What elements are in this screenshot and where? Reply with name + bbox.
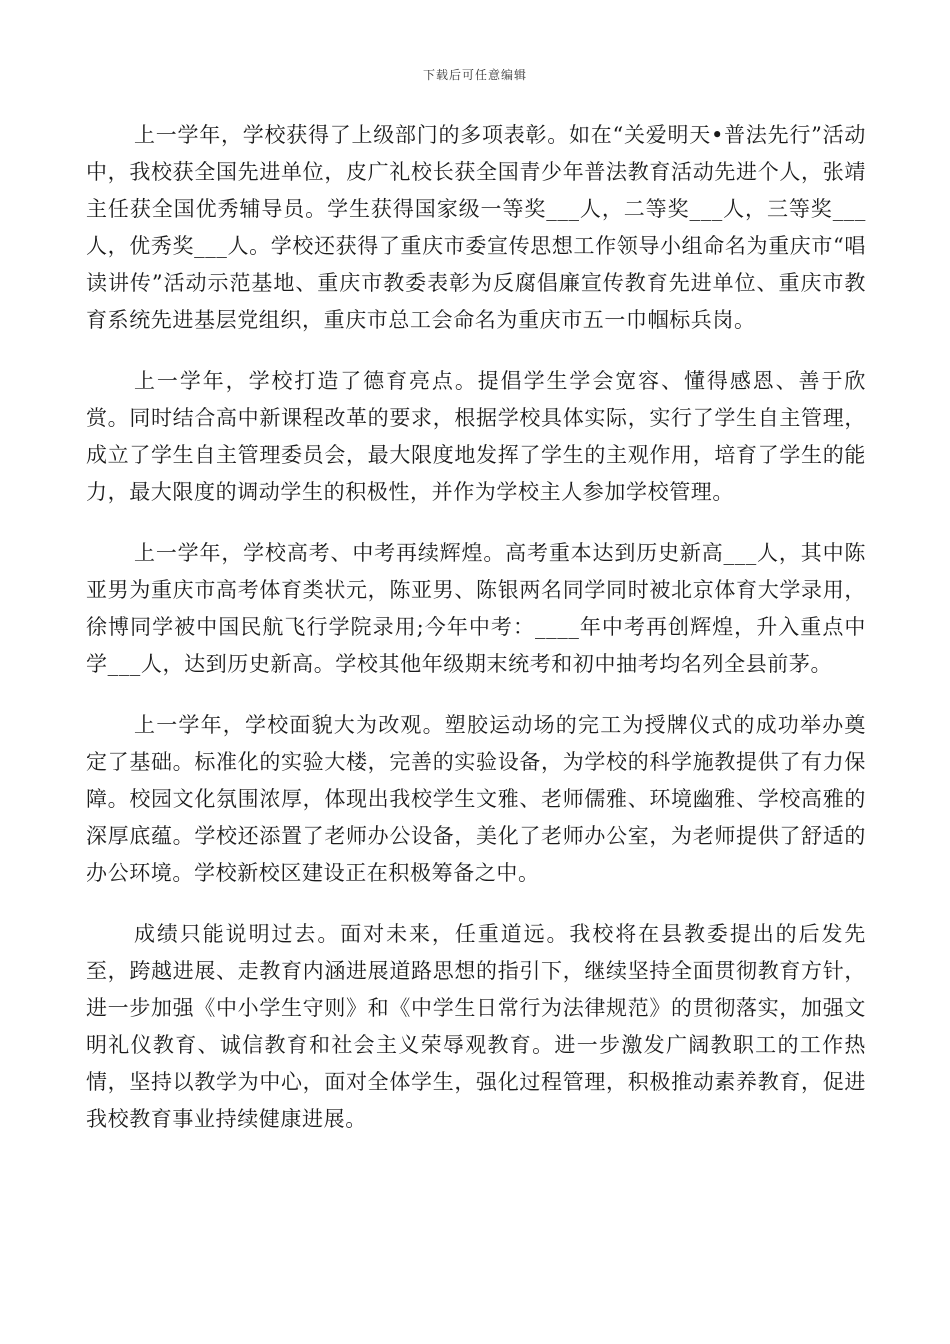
paragraph-campus-improvement: 上一学年，学校面貌大为改观。塑胶运动场的完工为授牌仪式的成功举办奠定了基础。标准化的实验大楼，完善的实验设备，为学校的科学施教提供了有力保障。校园文化氛围浓厚，体现出我校学生文雅、老师儒雅、环境幽雅、学校高雅的深厚底蕴。学校还添置了老师办公设备，美化了老师办公室，为老师提供了舒适的办公环境。学校新校区建设正在积极筹备之中。 bbox=[86, 713, 866, 885]
paragraph-exam-results: 上一学年，学校高考、中考再续辉煌。高考重本达到历史新高___人，其中陈亚男为重庆市高考体育类状元，陈亚男、陈银两名同学同时被北京体育大学录用，徐博同学被中国民航飞行学院录用;今年中考：____年中考再创辉煌，升入重点中学___人，达到历史新高。学校其他年级期末统考和初中抽考均名列全县前茅。 bbox=[86, 541, 866, 676]
header-note: 下载后可任意编辑 bbox=[422, 68, 527, 82]
paragraph-future-outlook: 成绩只能说明过去。面对未来，任重道远。我校将在县教委提出的后发先至，跨越进展、走教育内涵进展道路思想的指引下，继续坚持全面贯彻教育方针，进一步加强《中小学生守则》和《中学生日常行为法律规范》的贯彻落实，加强文明礼仪教育、诚信教育和社会主义荣辱观教育。进一步激发广阔教职工的工作热情，坚持以教学为中心，面对全体学生，强化过程管理，积极推动素养教育，促进我校教育事业持续健康进展。 bbox=[86, 922, 866, 1131]
paragraph-awards: 上一学年，学校获得了上级部门的多项表彰。如在“关爱明天•普法先行”活动中，我校获全国先进单位，皮广礼校长获全国青少年普法教育活动先进个人，张靖主任获全国优秀辅导员。学生获得国家级一等奖___人，二等奖___人，三等奖___人，优秀奖___人。学校还获得了重庆市委宣传思想工作领导小组命名为重庆市“唱读讲传”活动示范基地、重庆市教委表彰为反腐倡廉宣传教育先进单位、重庆市教育系统先进基层党组织，重庆市总工会命名为重庆市五一巾帼标兵岗。 bbox=[86, 123, 866, 332]
document-body bbox=[86, 117, 866, 1162]
paragraph-moral-education: 上一学年，学校打造了德育亮点。提倡学生学会宽容、懂得感恩、善于欣赏。同时结合高中新课程改革的要求，根据学校具体实际，实行了学生自主管理，成立了学生自主管理委员会，最大限度地发挥了学生的主观作用，培育了学生的能力，最大限度的调动学生的积极性，并作为学校主人参加学校管理。 bbox=[86, 369, 866, 504]
